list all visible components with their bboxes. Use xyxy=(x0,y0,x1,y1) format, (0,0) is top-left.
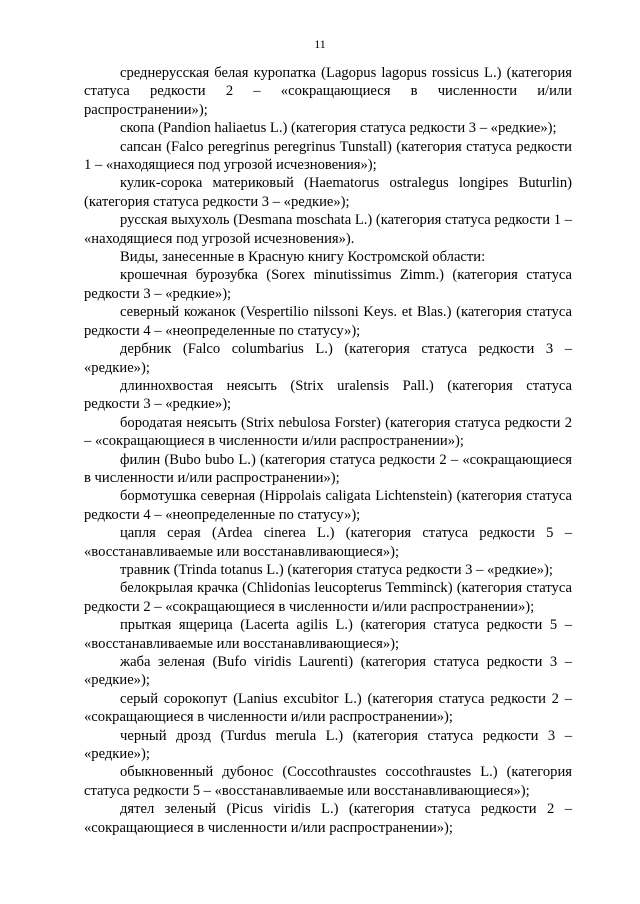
paragraph-falco-peregrinus: сапсан (Falco peregrinus peregrinus Tunstall) (категория статуса редкости 1 – «находящиеся под угрозой исчезновения»); xyxy=(84,138,572,174)
paragraph-strix-nebulosa: бородатая неясыть (Strix nebulosa Forster) (категория статуса редкости 2 – «сокращающиеся в численности и/или распространении»); xyxy=(84,414,572,450)
paragraph-trinda: травник (Trinda totanus L.) (категория статуса редкости 3 – «редкие»); xyxy=(120,561,553,578)
paragraph-ardea: цапля серая (Ardea cinerea L.) (категория статуса редкости 5 – «восстанавливаемые или восстанавливающиеся»); xyxy=(84,525,572,560)
paragraph-strix-uralensis: длиннохвостая неясыть (Strix uralensis Pall.) (категория статуса редкости 3 – «редкие»); xyxy=(84,377,572,413)
paragraph-coccothraustes: обыкновенный дубонос (Coccothraustes coccothraustes L.) (категория статуса редкости 5 – «восстанавливаемые или восстанавливающиеся»); xyxy=(84,764,572,799)
paragraph-desmana: русская выхухоль (Desmana moschata L.) (категория статуса редкости 1 – «находящиеся под угрозой исчезновения»). xyxy=(84,212,572,247)
document-body xyxy=(84,64,572,837)
paragraph-picus: дятел зеленый (Picus viridis L.) (категория статуса редкости 2 – «сокращающиеся в численности и/или распространении»); xyxy=(84,801,572,836)
paragraph-vespertilio: северный кожанок (Vespertilio nilssoni Keys. et Blas.) (категория статуса редкости 4 – «неопределенные по статусу»); xyxy=(84,304,572,339)
paragraph-turdus: черный дрозд (Turdus merula L.) (категория статуса редкости 3 – «редкие»); xyxy=(84,727,572,763)
paragraph-sorex: крошечная бурозубка (Sorex minutissimus Zimm.) (категория статуса редкости 3 – «редкие»); xyxy=(84,267,572,302)
paragraph-falco-columbarius: дербник (Falco columbarius L.) (категория статуса редкости 3 – «редкие»); xyxy=(84,341,572,376)
paragraph-haematorus: кулик-сорока материковый (Haematorus ostralegus longipes Buturlin) (категория статуса редкости 3 – «редкие»); xyxy=(84,175,572,210)
section-heading-kostroma-red-book: Виды, занесенные в Красную книгу Костромской области: xyxy=(120,249,486,266)
page-number: 11 xyxy=(314,37,326,51)
paragraph-hippolais: бормотушка северная (Hippolais caligata Lichtenstein) (категория статуса редкости 4 – «неопределенные по статусу»); xyxy=(84,488,572,523)
paragraph-lanius: серый сорокопут (Lanius excubitor L.) (категория статуса редкости 2 – «сокращающиеся в численности и/или распространении»); xyxy=(84,690,572,726)
paragraph-chlidonias: белокрылая крачка (Chlidonias leucopterus Temminck) (категория статуса редкости 2 – «сокращающиеся в численности и/или распространении»); xyxy=(84,580,572,615)
paragraph-bubo: филин (Bubo bubo L.) (категория статуса редкости 2 – «сокращающиеся в численности и/или распространении»); xyxy=(84,451,572,486)
paragraph-lacerta: прыткая ящерица (Lacerta agilis L.) (категория статуса редкости 5 – «восстанавливаемые или восстанавливающиеся»); xyxy=(84,617,572,652)
paragraph-pandion: скопа (Pandion haliaetus L.) (категория статуса редкости 3 – «редкие»); xyxy=(120,120,557,137)
paragraph-bufo: жаба зеленая (Bufo viridis Laurenti) (категория статуса редкости 3 – «редкие»); xyxy=(84,654,572,689)
paragraph-lagopus: среднерусская белая куропатка (Lagopus lagopus rossicus L.) (категория статуса редкости 2 – «сокращающиеся в численности и/или распространении»); xyxy=(84,65,572,118)
